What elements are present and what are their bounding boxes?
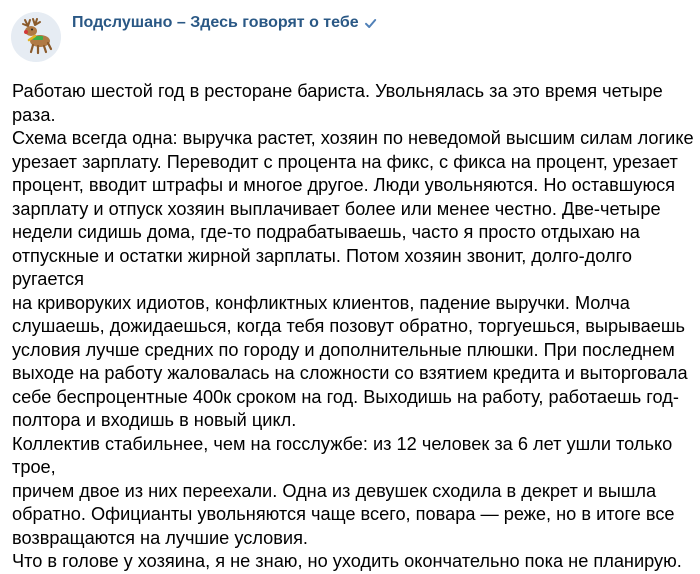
community-name-link[interactable]: Подслушано – Здесь говорят о тебе [72,14,359,31]
post-paragraph: Коллектив стабильнее, чем на госслужбе: из 12 человек за 6 лет ушли только трое, причем двое из них переехали. Одна из девушек сходила в декрет и вышла обратно. Официанты увольняются чаще всего, повара — реже, но в итоге все возвращаются на лучшие условия. [12,433,675,548]
reindeer-icon [11,12,61,62]
post-header [0,0,700,70]
post-paragraph: Что в голове у хозяина, я не знаю, но уходить окончательно пока не планирую. [12,551,682,571]
post-paragraph: Работаю шестой год в ресторане бариста. Увольнялась за это время четыре раза. Схема всегда одна: выручка растет, хозяин по неведомой высшим силам логике урезает зарплату. Переводит с процента на фикс, с фикса на процент, урезает процент, вводит штрафы и многое другое. Люди увольняются. Но оставшуюся зарплату и отпуск хозяин выплачивает более или менее честно. Две-четыре недели сидишь дома, где-то подрабатываешь, часто я просто отдыхаю на отпускные и остатки жирной зарплаты. Потом хозяин звонит, долго-долго ругается на криворуких идиотов, конфликтных клиентов, падение выручки. Молча слушаешь, дожидаешься, когда тебя позовут обратно, торгуешься, вырываешь условия лучше средних по городу и дополнительные плюшки. При последнем выходе на работу жаловалась на сложности со взятием кредита и выторговала себе беспроцентные 400к сроком на год. Выходишь на работу, работаешь год- полтора и входишь в новый цикл. [12,81,694,430]
checkmark-icon [364,17,377,30]
title-row [72,11,377,35]
avatar[interactable] [11,12,61,62]
post-text [12,80,696,574]
